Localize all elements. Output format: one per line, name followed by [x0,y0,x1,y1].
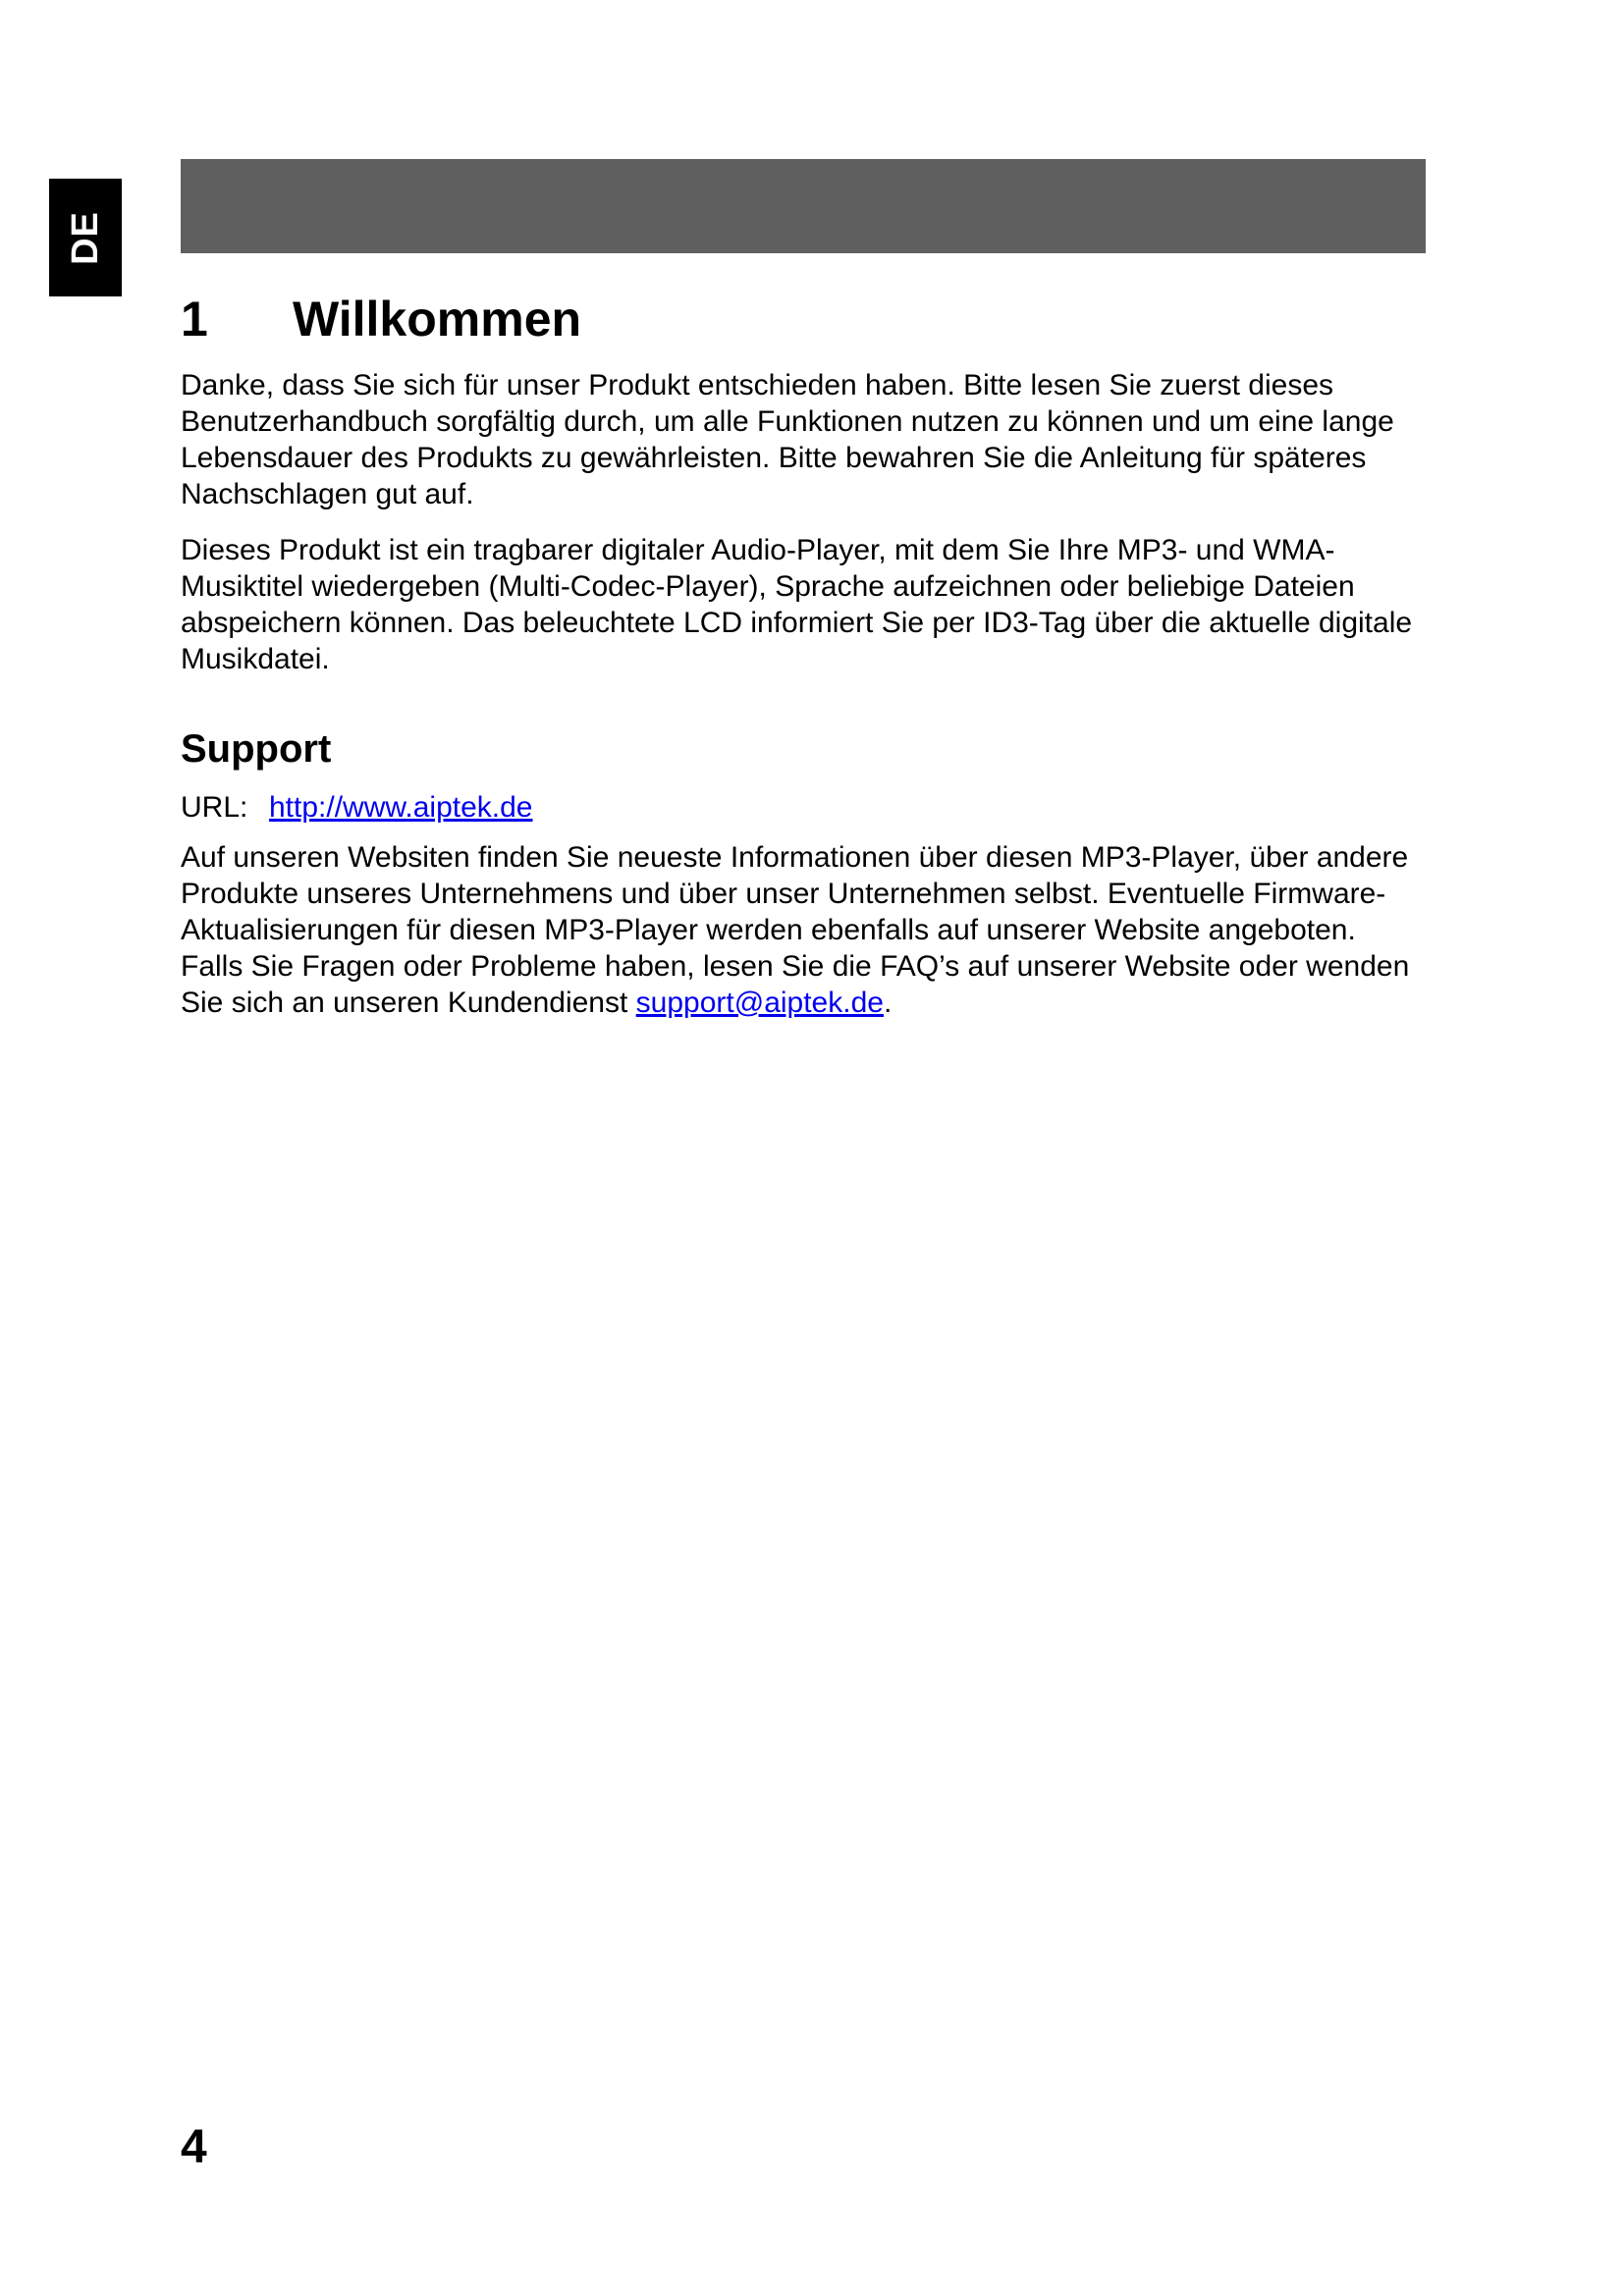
language-tab [49,179,122,296]
chapter-number: 1 [181,292,208,347]
support-url-line [181,789,1426,826]
support-url-link[interactable]: http://www.aiptek.de [269,791,533,824]
main-content [181,285,1426,1041]
intro-paragraph-1: Danke, dass Sie sich für unser Produkt entschieden haben. Bitte lesen Sie zuerst dieses Benutzerhandbuch sorgfältig durch, um alle Funktionen nutzen zu können und um eine lange Lebensdauer des Produkts zu gewährleisten. Bitte bewahren Sie die Anleitung für späteres Nachschlagen gut auf. [181,369,1394,510]
support-paragraph-text: Auf unseren Websiten finden Sie neueste Informationen über diesen MP3-Player, über andere Produkte unseres Unternehmens und über unser Unternehmen selbst. Eventuelle Firmware-Aktualisierungen für diesen MP3-Player werden ebenfalls auf unserer Website angeboten. Falls Sie Fragen oder Probleme haben, lesen Sie die FAQ’s auf unserer Website oder wenden Sie sich an unseren Kundendienst [181,841,1410,1019]
support-paragraph [181,839,1426,1021]
support-email-link[interactable]: support@aiptek.de [635,987,884,1019]
support-end-punct: . [883,987,893,1019]
chapter-title [181,285,1426,353]
chapter-title-text: Willkommen [293,292,582,347]
header-bar [181,159,1426,253]
language-tab-label: DE [64,210,106,265]
support-heading: Support [181,727,332,771]
page-number: 4 [181,2121,207,2173]
intro-paragraph-2: Dieses Produkt ist ein tragbarer digitaler Audio-Player, mit dem Sie Ihre MP3- und WMA-Musiktitel wiedergeben (Multi-Codec-Player), Sprache aufzeichnen oder beliebige Dateien abspeichern können. Das beleuchtete LCD informiert Sie per ID3-Tag über die aktuelle digitale Musikdatei. [181,534,1413,675]
support-url-label: URL: [181,791,248,824]
